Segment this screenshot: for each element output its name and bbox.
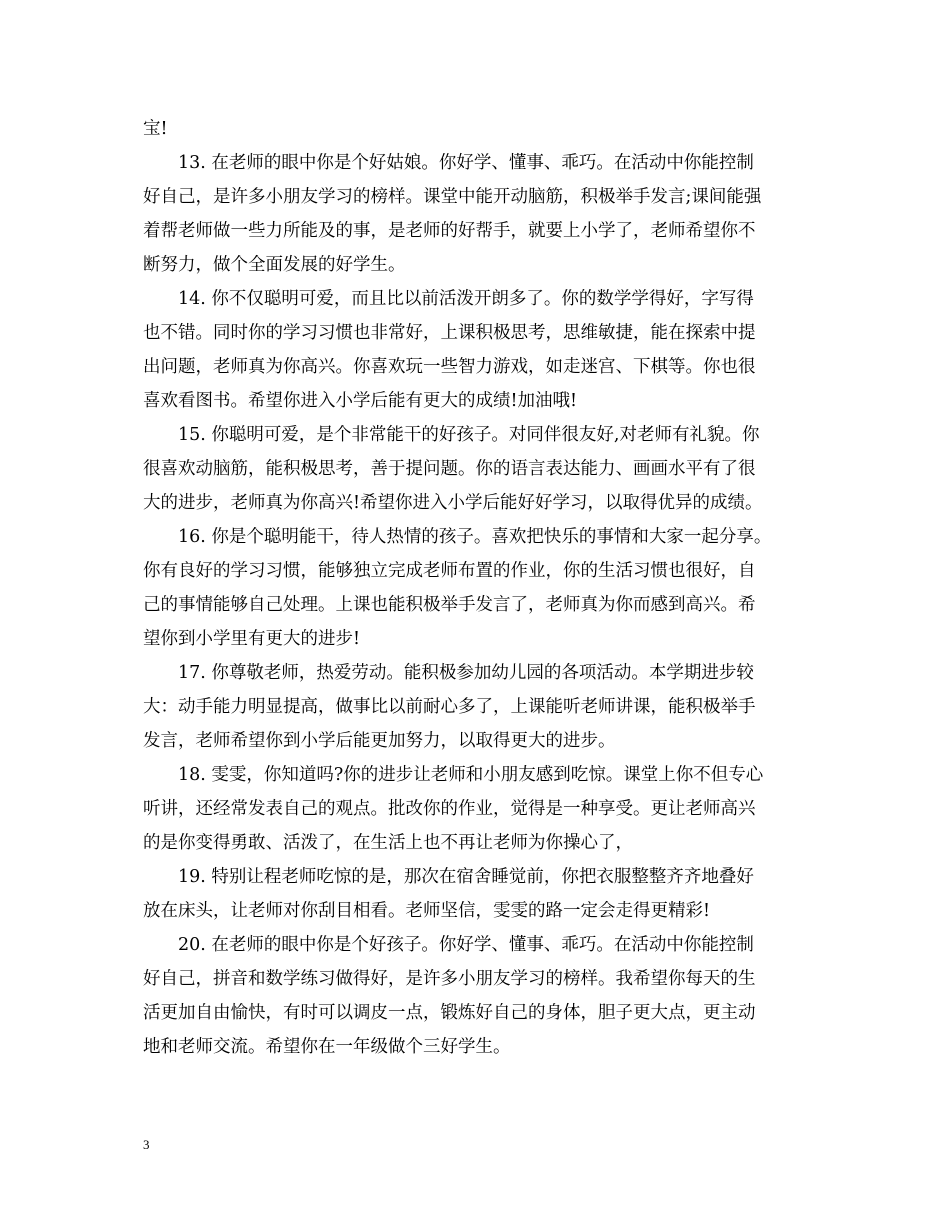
text-line: 着帮老师做一些力所能及的事，是老师的好帮手，就要上小学了，老师希望你不 xyxy=(143,221,756,241)
text-line: 很喜欢动脑筋，能积极思考，善于提问题。你的语言表达能力、画画水平有了很 xyxy=(143,459,756,479)
text-line: 己的事情能够自己处理。上课也能积极举手发言了，老师真为你而感到高兴。希 xyxy=(143,595,756,615)
paragraph-16-start: 16. 你是个聪明能干，待人热情的孩子。喜欢把快乐的事情和大家一起分享。 xyxy=(178,527,772,547)
paragraph-17-start: 17. 你尊敬老师，热爱劳动。能积极参加幼儿园的各项活动。本学期进步较 xyxy=(178,663,754,683)
page-number: 3 xyxy=(143,1137,150,1152)
text-line: 也不错。同时你的学习习惯也非常好，上课积极思考，思维敏捷，能在探索中提 xyxy=(143,323,756,343)
paragraph-19-start: 19. 特别让程老师吃惊的是，那次在宿舍睡觉前，你把衣服整整齐齐地叠好 xyxy=(178,867,754,887)
text-line: 放在床头，让老师对你刮目相看。老师坚信，雯雯的路一定会走得更精彩! xyxy=(143,901,711,921)
text-line: 好自己，拼音和数学练习做得好，是许多小朋友学习的榜样。我希望你每天的生 xyxy=(143,969,756,989)
text-line: 听讲，还经常发表自己的观点。批改你的作业，觉得是一种享受。更让老师高兴 xyxy=(143,799,756,819)
text-line: 喜欢看图书。希望你进入小学后能有更大的成绩!加油哦! xyxy=(143,391,578,411)
text-line: 的是你变得勇敢、活泼了，在生活上也不再让老师为你操心了， xyxy=(143,833,633,853)
text-line: 活更加自由愉快，有时可以调皮一点，锻炼好自己的身体，胆子更大点，更主动 xyxy=(143,1003,756,1023)
text-line: 好自己，是许多小朋友学习的榜样。课堂中能开动脑筋，积极举手发言;课间能强 xyxy=(143,187,762,207)
document-body xyxy=(143,112,809,1064)
text-line: 大：动手能力明显提高，做事比以前耐心多了，上课能听老师讲课，能积极举手 xyxy=(143,697,756,717)
paragraph-14-start: 14. 你不仅聪明可爱，而且比以前活泼开朗多了。你的数学学得好，字写得 xyxy=(178,289,754,309)
text-line: 望你到小学里有更大的进步! xyxy=(143,629,361,649)
text-line: 发言，老师希望你到小学后能更加努力，以取得更大的进步。 xyxy=(143,731,616,751)
paragraph-15-start: 15. 你聪明可爱，是个非常能干的好孩子。对同伴很友好,对老师有礼貌。你 xyxy=(178,425,760,445)
text-line: 大的进步，老师真为你高兴!希望你进入小学后能好好学习，以取得优异的成绩。 xyxy=(143,493,763,513)
text-line: 断努力，做个全面发展的好学生。 xyxy=(143,255,406,275)
text-line: 宝! xyxy=(143,119,168,139)
paragraph-13-start: 13. 在老师的眼中你是个好姑娘。你好学、懂事、乖巧。在活动中你能控制 xyxy=(178,153,754,173)
paragraph-18-start: 18. 雯雯，你知道吗?你的进步让老师和小朋友感到吃惊。课堂上你不但专心 xyxy=(178,765,764,785)
paragraph-20-start: 20. 在老师的眼中你是个好孩子。你好学、懂事、乖巧。在活动中你能控制 xyxy=(178,935,754,955)
text-line: 出问题，老师真为你高兴。你喜欢玩一些智力游戏，如走迷宫、下棋等。你也很 xyxy=(143,357,756,377)
text-line: 你有良好的学习习惯，能够独立完成老师布置的作业，你的生活习惯也很好，自 xyxy=(143,561,756,581)
text-line: 地和老师交流。希望你在一年级做个三好学生。 xyxy=(143,1037,511,1057)
